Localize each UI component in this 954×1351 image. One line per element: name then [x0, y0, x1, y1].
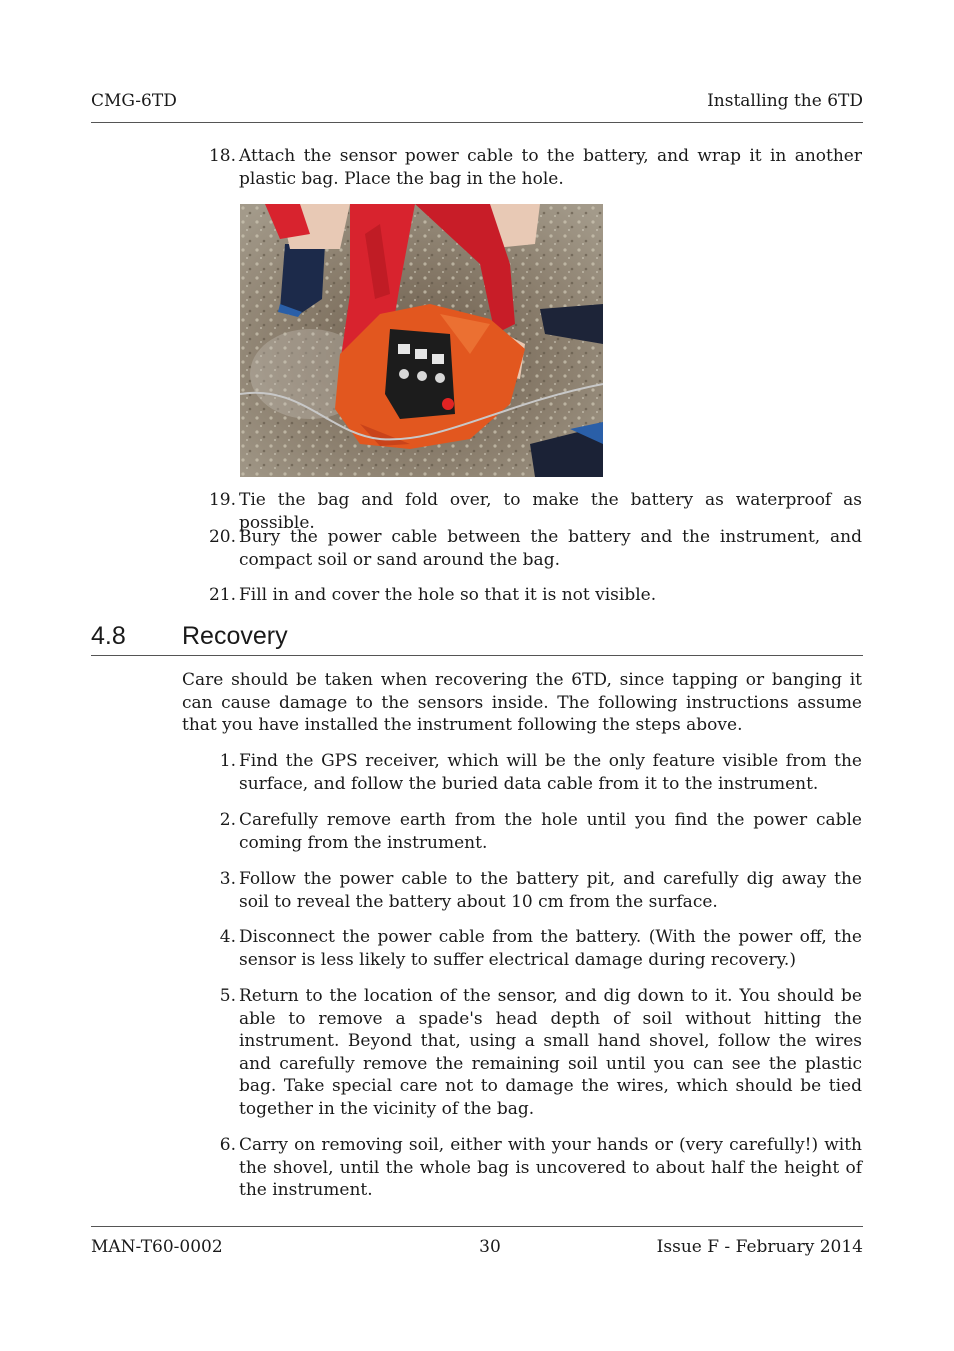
intro-paragraph: Care should be taken when recovering the 6TD, since tapping or banging it can cause damage to the sensors inside. The following instructions assume that you have installed the instrument following the steps above. — [182, 670, 862, 736]
step-number: 20. — [208, 527, 236, 547]
list-item — [182, 750, 862, 795]
header-document-id: CMG-6TD — [91, 91, 177, 111]
step-number: 18. — [208, 146, 236, 166]
section-rule — [91, 655, 863, 656]
step-number: 5. — [219, 986, 236, 1006]
header-rule — [91, 122, 863, 123]
step-text: Fill in and cover the hole so that it is not visible. — [239, 585, 657, 605]
step-text: Bury the power cable between the battery and the instrument, and compact soil or sand around the bag. — [239, 527, 862, 570]
step-text: Disconnect the power cable from the battery. (With the power off, the sensor is less likely to suffer electrical damage during recovery.) — [239, 927, 862, 970]
step-text: Follow the power cable to the battery pit, and carefully dig away the soil to reveal the battery about 10 cm from the surface. — [239, 869, 862, 912]
list-item — [182, 145, 862, 190]
section-number: 4.8 — [91, 622, 126, 650]
step-text: Attach the sensor power cable to the battery, and wrap it in another plastic bag. Place the bag in the hole. — [239, 146, 862, 189]
step-text: Carry on removing soil, either with your hands or (very carefully!) with the shovel, until the whole bag is uncovered to about half the height of the instrument. — [239, 1135, 862, 1201]
step-number: 4. — [219, 927, 236, 947]
footer-rule — [91, 1226, 863, 1227]
list-item — [182, 985, 862, 1121]
step-number: 2. — [219, 810, 236, 830]
list-item — [182, 809, 862, 854]
step-number: 1. — [219, 751, 236, 771]
step-text: Find the GPS receiver, which will be the only feature visible from the surface, and follow the buried data cable from it to the instrument. — [239, 751, 862, 794]
step-number: 21. — [208, 585, 236, 605]
list-item — [182, 526, 862, 571]
page-number: 30 — [479, 1237, 501, 1257]
step-number: 19. — [208, 490, 236, 510]
section-heading — [91, 622, 863, 656]
step-text: Return to the location of the sensor, and dig down to it. You should be able to remove a spade's head depth of soil without hitting the instrument. Beyond that, using a small hand shovel, follow the wires and carefully remove the remaining soil until you can see the plastic bag. Take special care not to damage the wires, which should be tied together in the vicinity of the bag. — [239, 986, 862, 1119]
step-number: 6. — [219, 1135, 236, 1155]
battery-bag-photo — [240, 204, 603, 477]
step-number: 3. — [219, 869, 236, 889]
list-item — [182, 868, 862, 913]
step-text: Tie the bag and fold over, to make the battery as waterproof as possible. — [239, 490, 862, 533]
footer-issue-date: Issue F - February 2014 — [656, 1237, 863, 1257]
list-item — [182, 926, 862, 971]
list-item — [182, 584, 862, 607]
list-item — [182, 1134, 862, 1202]
footer-document-number: MAN-T60-0002 — [91, 1237, 223, 1257]
header-chapter-title: Installing the 6TD — [707, 91, 863, 111]
step-text: Carefully remove earth from the hole until you find the power cable coming from the instrument. — [239, 810, 862, 853]
section-title: Recovery — [182, 622, 288, 650]
